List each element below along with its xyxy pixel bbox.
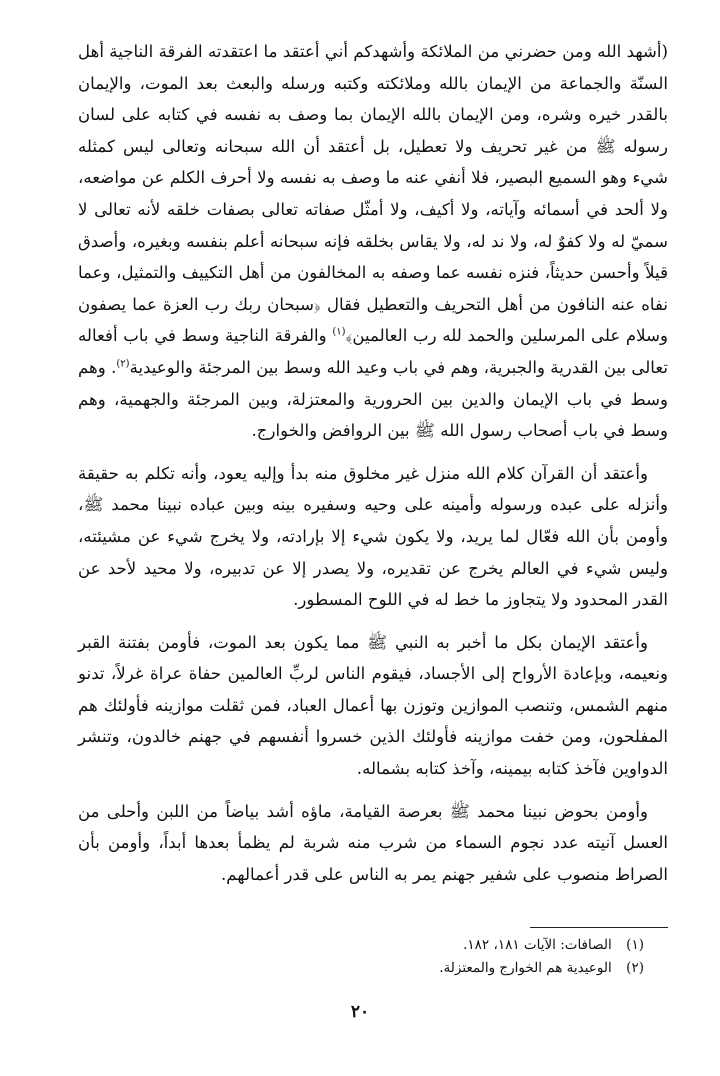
footnote-ref-2[interactable]: (٢) [116, 358, 130, 370]
paragraph-hawd: وأومن بحوض نبينا محمد ﷺ بعرصة القيامة، ماؤه أشد بياضاً من اللبن وأحلى من العسل آنيته عدد نجوم السماء من شرب منه شربة لم يظمأ بعدها أبداً، وأومن بأن الصراط منصوب على شفير جهنم يمر به الناس على قدر أعمالهم. [78, 801, 668, 884]
paragraph-creed-part-1: (أشهد الله ومن حضرني من الملائكة وأشهدكم أني أعتقد ما اعتقدته الفرقة الناجية أهل السنّة والجماعة من الإيمان بالله وملائكته وكتبه ورسله والبعث بعد الموت، والإيمان بالقدر خيره وشره، ومن الإيمان بالله الإيمان بما وصف به نفسه في كتابه على لسان رسوله ﷺ من غير تحريف ولا تعطيل، بل أعتقد أن الله سبحانه وتعالى ليس كمثله شيء وهو السميع البصير، فلا أنفي عنه ما وصف به نفسه ولا أحرف الكلم عن مواضعه، ولا ألحد في أسمائه وآياته، ولا أكيف، ولا أمثّل صفاته تعالى بصفات خلقه لأنه تعالى لا سميّ له ولا كفوٌ له، ولا ند له، ولا يقاس بخلقه فإنه سبحانه أعلم بنفسه وبغيره، وأصدق قيلاً وأحسن حديثاً، فنزه نفسه عما وصفه به المخالفون من أهل التكييف والتمثيل، وعما نفاه عنه النافون من أهل التحريف والتعطيل فقال ﴿سبحان ربك رب العزة عما يصفون وسلام على المرسلين والحمد لله رب العالمين﴾ [78, 42, 668, 346]
paragraph-afterlife: وأعتقد الإيمان بكل ما أخبر به النبي ﷺ مما يكون بعد الموت، فأومن بفتنة القبر ونعيمه، وبإعادة الأرواح إلى الأجساد، فيقوم الناس لربِّ العالمين حفاة عراة غرلاً، تدنو منهم الشمس، وتنصب الموازين وتوزن بها أعمال العباد، فمن ثقلت موازينه فأولئك هم المفلحون، ومن خفت موازينه فأولئك الذين خسروا أنفسهم في جهنم خالدون، وتنشر الدواوين فآخذ كتابه بيمينه، وآخذ كتابه بشماله. [78, 632, 668, 779]
paragraph-quran: وأعتقد أن القرآن كلام الله منزل غير مخلوق منه بدأ وإليه يعود، وأنه تكلم به حقيقة وأنزله على عبده ورسوله وأمينه على وحيه وسفيره بينه وبين عباده نبينا محمد ﷺ، وأومن بأن الله فعّال لما يريد، ولا يكون شيء إلا بإرادته، ولا يخرج شيء عن مشيئته، وليس شيء في العالم يخرج عن تقديره، ولا يصدر إلا عن تدبيره، ولا محيد لأحد عن القدر المحدود ولا يتجاوز ما خط له في اللوح المسطور. [78, 463, 668, 610]
page-number: ٢٠ [350, 1002, 370, 1022]
footnote-1-number: (١) [626, 937, 644, 953]
paragraph-creed-part-2: والفرقة الناجية وسط في باب أفعاله تعالى بين القدرية والجبرية، وهم في باب وعيد الله وسط بين المرجئة والوعيدية [78, 326, 668, 377]
footnote-2-number: (٢) [626, 960, 644, 976]
footnote-1-text: الصافات: الآيات ١٨١، ١٨٢. [463, 937, 612, 953]
page-body [78, 36, 668, 901]
footnote-1 [78, 934, 644, 957]
paragraph-creed [78, 36, 668, 447]
footnote-ref-1[interactable]: (١) [332, 326, 346, 338]
paragraph-creed-part-3: . وهم وسط في باب الإيمان والدين بين الحرورية والمعتزلة، وبين المرجئة والجهمية، وهم وسط في باب أصحاب رسول الله ﷺ بين الروافض والخوارج. [78, 357, 668, 441]
footnote-divider [530, 927, 668, 928]
footnotes [78, 934, 644, 980]
footnote-2-text: الوعيدية هم الخوارج والمعتزلة. [439, 960, 612, 976]
footnote-2 [78, 957, 644, 980]
